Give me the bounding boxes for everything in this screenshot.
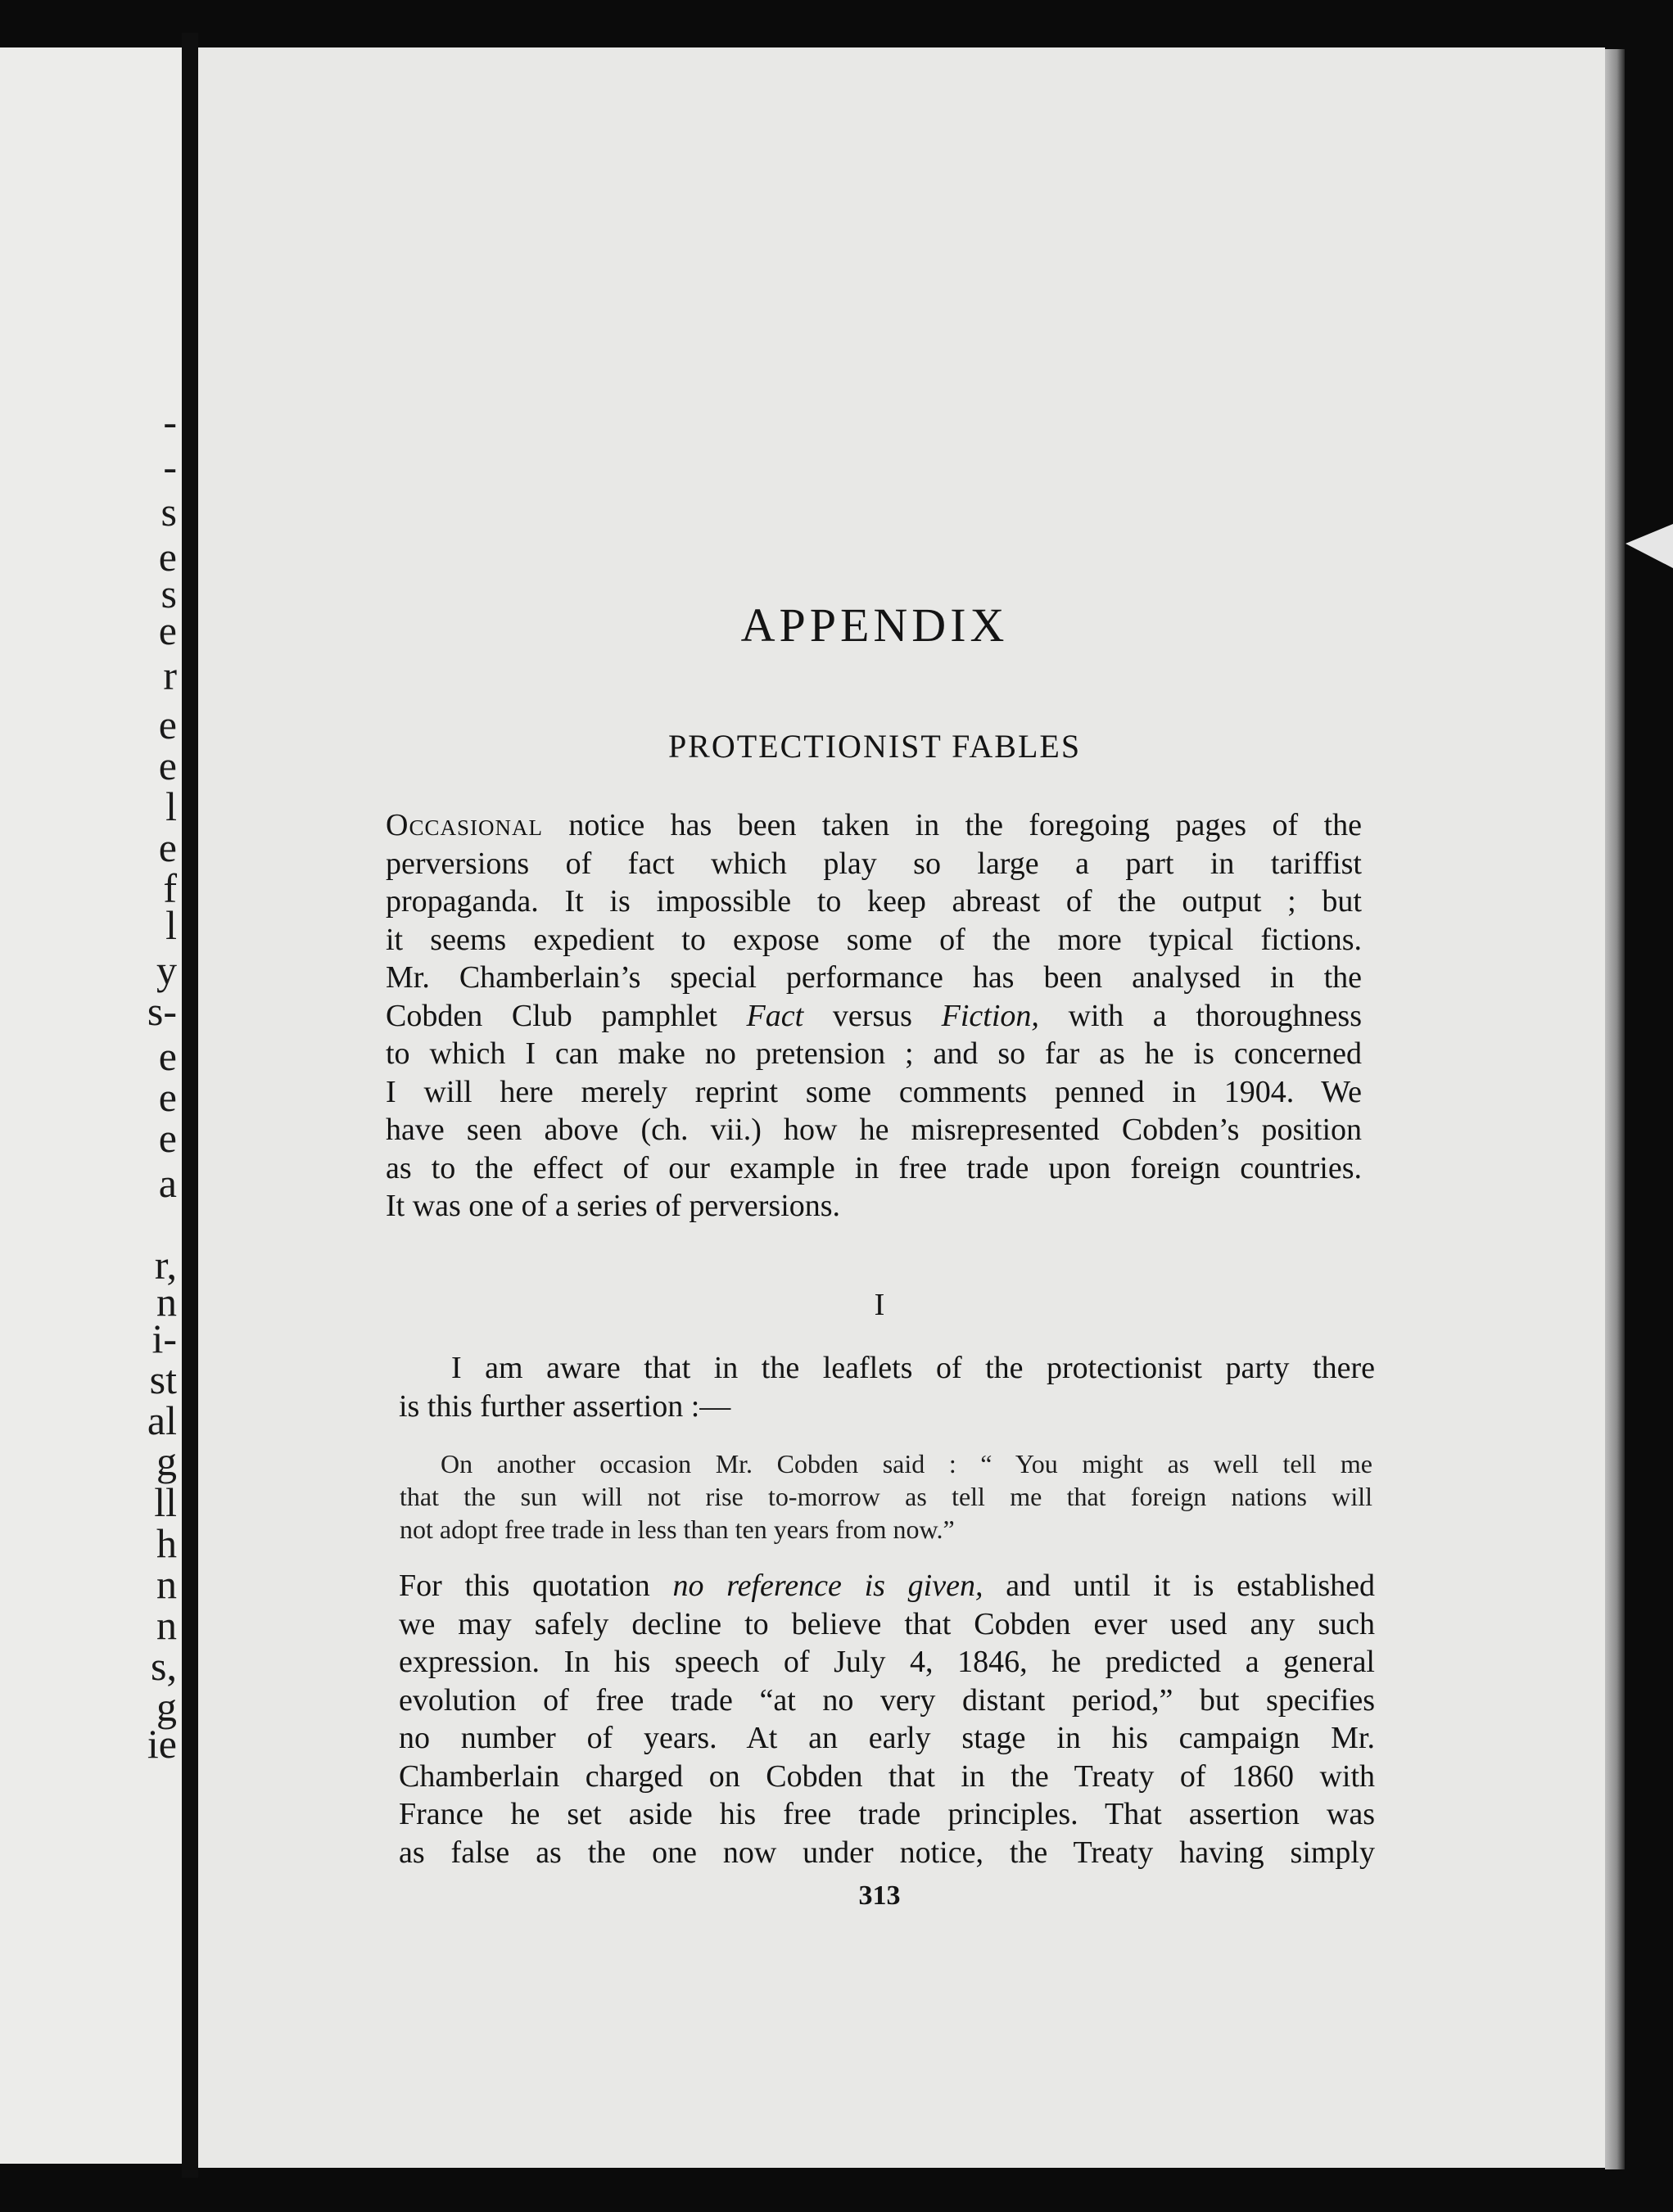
facing-page-fragment: e	[158, 743, 177, 788]
text-line: Mr. Chamberlain’s special performance has been analysed in the	[386, 960, 1362, 995]
quote-line: not adopt free trade in less than ten years from now.”	[400, 1515, 955, 1544]
text-line: Chamberlain charged on Cobden that in the Treaty of 1860 with	[399, 1758, 1375, 1794]
facing-page-fragment: s,	[151, 1643, 177, 1689]
text-line: we may safely decline to believe that Cobden ever used any such	[399, 1606, 1375, 1641]
facing-page-fragment: e	[158, 607, 177, 653]
facing-page-fragment: r	[163, 652, 177, 698]
text-line: no number of years. At an early stage in his campaign Mr.	[399, 1721, 1375, 1755]
text-line: Occasional notice has been taken in the foregoing pages of the	[386, 808, 1362, 842]
facing-page-fragment: ie	[147, 1721, 177, 1767]
text-line: Cobden Club pamphlet Fact versus Fiction, with a thoroughness	[386, 998, 1362, 1033]
facing-page-edge	[0, 47, 182, 2164]
facing-page-fragment: r,	[154, 1242, 177, 1288]
facing-page-fragment: s	[161, 571, 177, 616]
text-line: I am aware that in the leaflets of the protectionist party there	[451, 1351, 1375, 1385]
text-line: I will here merely reprint some comments penned in 1904. We	[386, 1074, 1362, 1109]
paper-tab	[1626, 524, 1673, 568]
facing-page-fragment: a	[158, 1160, 177, 1206]
facing-page-fragment: ll	[154, 1479, 177, 1525]
text-line: propaganda. It is impossible to keep abreast of the output ; but	[386, 884, 1362, 919]
facing-page-fragment: n	[156, 1561, 177, 1607]
text-line: France he set aside his free trade principles. That assertion was	[399, 1797, 1375, 1831]
facing-page-fragment: e	[158, 824, 177, 870]
facing-page-fragment: l	[165, 783, 177, 829]
facing-page-fragment: y	[156, 947, 177, 993]
text-line: is this further assertion :—	[399, 1388, 731, 1424]
facing-page-fragment: g	[156, 1684, 177, 1730]
quote-line: that the sun will not rise to-morrow as tell me that foreign nations will	[400, 1482, 1372, 1511]
facing-page-fragment: i-	[151, 1316, 177, 1361]
text-line: evolution of free trade “at no very distant period,” but specifies	[399, 1682, 1375, 1718]
block-quote	[400, 1447, 1372, 1546]
facing-page-fragment: h	[156, 1520, 177, 1566]
facing-page-fragment: st	[149, 1357, 177, 1402]
facing-page-fragment: e	[158, 534, 177, 580]
facing-page-fragment: e	[158, 1033, 177, 1079]
facing-page-fragment: l	[165, 902, 177, 948]
facing-page-fragment: e	[158, 1115, 177, 1161]
text-line: perversions of fact which play so large a part in tariffist	[386, 846, 1362, 881]
text-line: have seen above (ch. vii.) how he misrepresented Cobden’s position	[386, 1113, 1362, 1147]
text-line: It was one of a series of perversions.	[386, 1189, 841, 1223]
paragraph-2	[399, 1349, 1375, 1425]
facing-page-fragment: n	[156, 1279, 177, 1325]
facing-page-fragment: al	[147, 1397, 177, 1443]
facing-page-fragment: e	[158, 702, 177, 747]
text-line: to which I can make no pretension ; and so far as he is concerned	[386, 1036, 1362, 1071]
text-line: as false as the one now under notice, the Treaty having simply	[399, 1835, 1375, 1870]
section-numeral: I	[874, 1288, 885, 1322]
text-line: expression. In his speech of July 4, 1846, he predicted a general	[399, 1645, 1375, 1679]
page-title: APPENDIX	[740, 598, 1009, 652]
facing-page-fragment: f	[163, 865, 177, 911]
text-line: For this quotation no reference is given, and until it is established	[399, 1569, 1375, 1603]
facing-page-fragment: -	[163, 444, 177, 490]
facing-page-fragment: s	[161, 489, 177, 535]
lead-word: Occasional	[386, 808, 543, 842]
facing-page-fragment: s-	[147, 988, 177, 1034]
page-edge-strip	[1605, 49, 1625, 2169]
facing-page-fragment: n	[156, 1602, 177, 1648]
facing-page-fragment: g	[156, 1438, 177, 1484]
intro-paragraph	[386, 806, 1362, 1226]
facing-page-fragment: -	[163, 399, 177, 445]
page-subtitle: PROTECTIONIST FABLES	[667, 728, 1082, 765]
text-line: as to the effect of our example in free trade upon foreign countries.	[386, 1150, 1362, 1185]
text-line: it seems expedient to expose some of the more typical fictions.	[386, 922, 1362, 957]
facing-page-fragment: e	[158, 1074, 177, 1120]
page-number: 313	[858, 1880, 901, 1911]
quote-line: On another occasion Mr. Cobden said : “ You might as well tell me	[441, 1449, 1372, 1478]
paragraph-3	[399, 1567, 1375, 1871]
book-gutter	[182, 33, 198, 2178]
